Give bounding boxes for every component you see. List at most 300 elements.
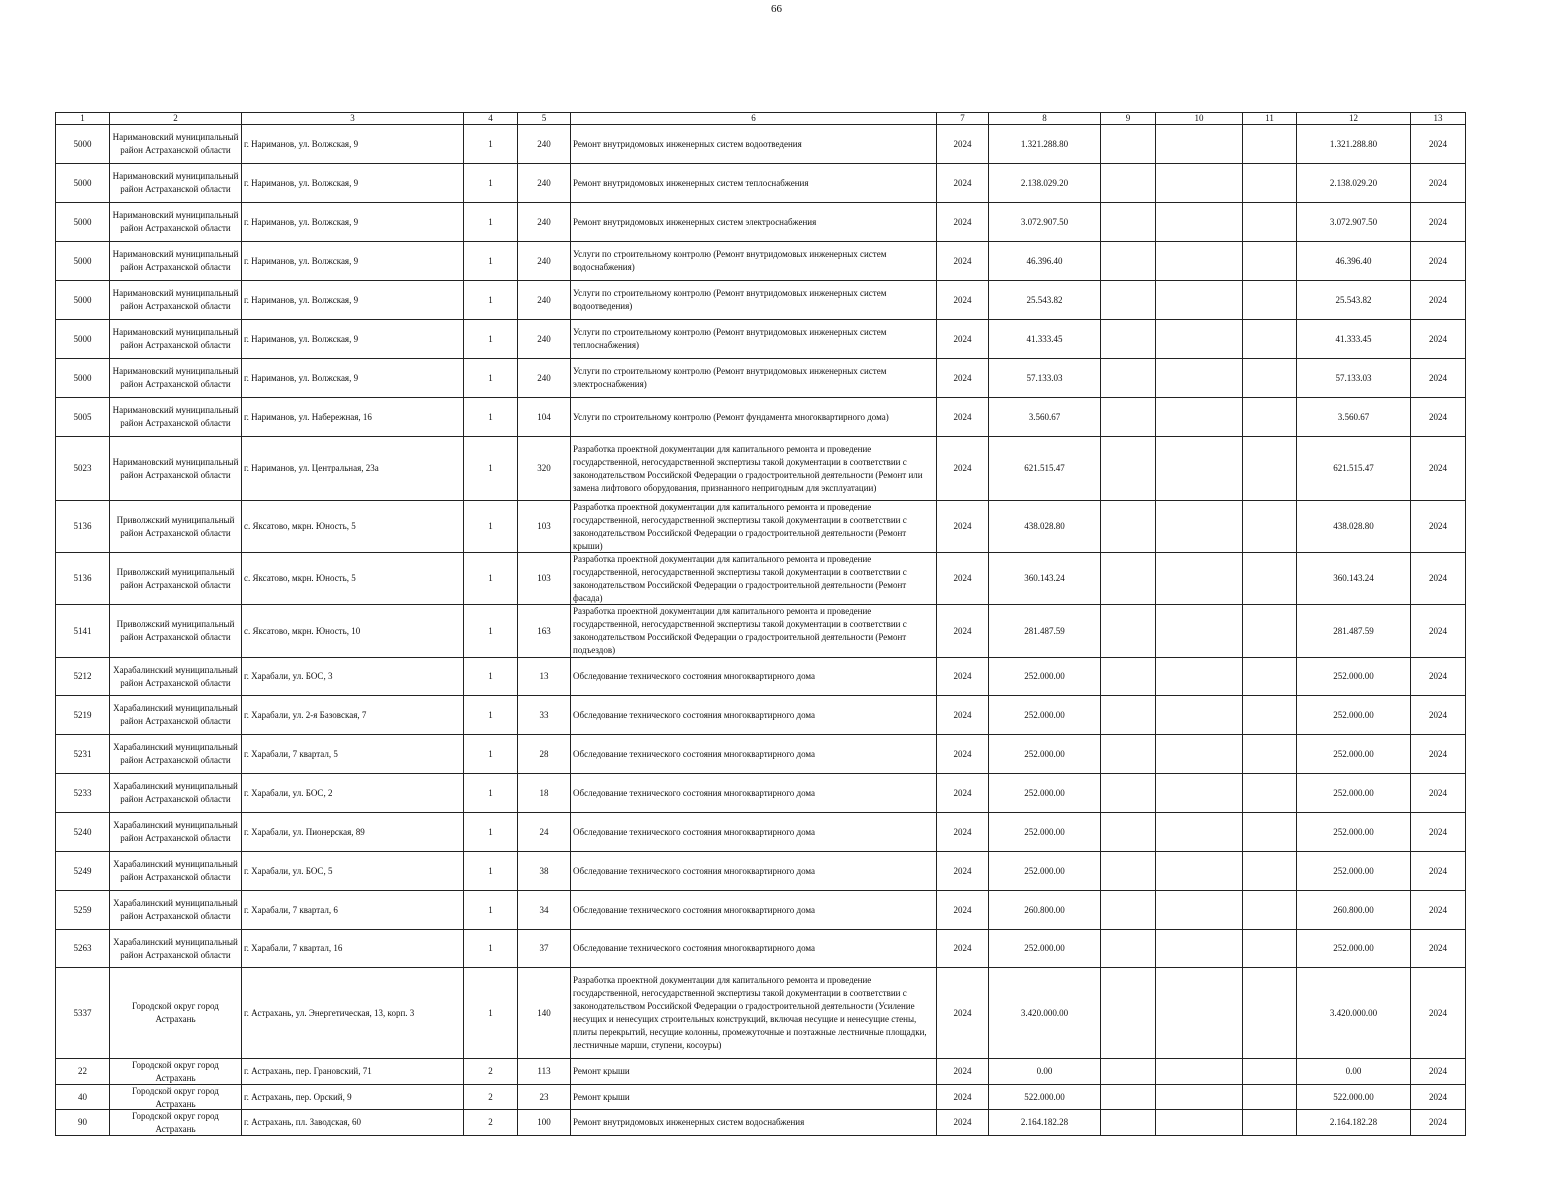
work-type: Обследование технического состояния многоквартирного дома (573, 671, 816, 681)
completion-year: 2024 (1429, 138, 1447, 149)
house-number-cell (518, 891, 571, 930)
year: 2024 (953, 1007, 972, 1018)
completion-year-cell (1411, 1085, 1466, 1110)
municipality-cell (110, 696, 242, 735)
work-type-cell (571, 359, 937, 398)
year: 2024 (953, 1117, 972, 1127)
amount: 41.333.45 (1026, 333, 1063, 344)
municipality: Наримановский муниципальный район Астраханской области (112, 249, 239, 272)
address-cell (242, 359, 464, 398)
table-body (56, 113, 1466, 1136)
address-cell (242, 891, 464, 930)
col-11-cell (1243, 891, 1297, 930)
year-cell (937, 242, 989, 281)
address: г. Нариманов, ул. Волжская, 9 (244, 294, 359, 305)
completion-year: 2024 (1429, 671, 1447, 681)
completion-year-cell (1411, 852, 1466, 891)
row-id: 22 (78, 1066, 87, 1076)
municipality: Наримановский муниципальный район Астраханской области (112, 171, 239, 194)
row-id-cell (56, 203, 110, 242)
group-cell (464, 398, 518, 437)
col-11-cell (1243, 203, 1297, 242)
col-9-cell (1101, 553, 1156, 605)
municipality: Приволжский муниципальный район Астраханской области (116, 566, 235, 590)
row-id-cell (56, 281, 110, 320)
row-id-cell (56, 359, 110, 398)
house-number: 240 (537, 177, 551, 188)
address: г. Харабали, ул. Пионерская, 89 (244, 826, 365, 837)
municipality: Городской округ город Астрахань (132, 1060, 219, 1083)
column-header: 7 (937, 113, 989, 125)
column-header: 5 (518, 113, 571, 125)
house-number: 13 (539, 671, 549, 681)
group: 2 (488, 1117, 493, 1127)
amount: 0.00 (1036, 1066, 1053, 1076)
table-row (56, 164, 1466, 203)
row-id: 5219 (73, 709, 92, 720)
year-cell (937, 203, 989, 242)
total-amount-cell (1297, 242, 1411, 281)
capital-repair-table (55, 112, 1466, 1136)
total-amount-cell (1297, 398, 1411, 437)
house-number: 24 (539, 826, 549, 837)
address: г. Нариманов, ул. Волжская, 9 (244, 372, 359, 383)
year-cell (937, 1059, 989, 1085)
column-header: 8 (989, 113, 1101, 125)
col-10-cell (1156, 852, 1243, 891)
completion-year: 2024 (1429, 521, 1447, 531)
total-amount: 252.000.00 (1333, 865, 1374, 876)
completion-year: 2024 (1429, 1007, 1447, 1018)
house-number: 103 (537, 573, 551, 583)
row-id: 5000 (73, 333, 92, 344)
work-type-cell (571, 735, 937, 774)
row-id-cell (56, 437, 110, 501)
work-type-cell (571, 968, 937, 1059)
municipality-cell (110, 203, 242, 242)
group: 1 (488, 372, 493, 383)
total-amount: 252.000.00 (1333, 671, 1374, 681)
group-cell (464, 203, 518, 242)
row-id-cell (56, 968, 110, 1059)
completion-year-cell (1411, 968, 1466, 1059)
total-amount-cell (1297, 281, 1411, 320)
address-cell (242, 320, 464, 359)
year: 2024 (953, 1091, 972, 1102)
work-type: Разработка проектной документации для капитального ремонта и проведение государственной, негосударственной экспертизы такой документации в соответствии с законодательством Российской Федерации о градостроительной деятельности (Ремонт или замена лифтового оборудования, признанного непригодным для эксплуатации) (573, 443, 923, 493)
house-number: 103 (537, 521, 551, 531)
address-cell (242, 774, 464, 813)
col-9-cell (1101, 852, 1156, 891)
year: 2024 (953, 294, 972, 305)
house-number: 33 (539, 709, 549, 720)
municipality-cell (110, 501, 242, 553)
total-amount: 1.321.288.80 (1329, 138, 1378, 149)
year: 2024 (953, 671, 972, 681)
house-number-cell (518, 553, 571, 605)
municipality-cell (110, 1110, 242, 1136)
table-row (56, 242, 1466, 281)
group: 1 (488, 294, 493, 305)
table-row (56, 359, 1466, 398)
row-id-cell (56, 1085, 110, 1110)
year: 2024 (953, 1066, 972, 1076)
col-10-cell (1156, 1059, 1243, 1085)
col-10-cell (1156, 125, 1243, 164)
col-10-cell (1156, 968, 1243, 1059)
year-cell (937, 605, 989, 658)
year: 2024 (953, 138, 972, 149)
house-number-cell (518, 774, 571, 813)
year-cell (937, 398, 989, 437)
table-row (56, 813, 1466, 852)
amount: 438.028.80 (1024, 521, 1065, 531)
amount: 252.000.00 (1024, 787, 1065, 798)
col-11-cell (1243, 696, 1297, 735)
house-number: 163 (537, 625, 551, 636)
col-11-cell (1243, 501, 1297, 553)
col-9-cell (1101, 658, 1156, 696)
work-type-cell (571, 891, 937, 930)
total-amount: 252.000.00 (1333, 943, 1374, 953)
house-number: 140 (537, 1007, 551, 1018)
completion-year: 2024 (1429, 748, 1447, 759)
address: с. Яксатово, мкрн. Юность, 5 (244, 573, 356, 583)
row-id: 5259 (73, 904, 92, 915)
col-10-cell (1156, 1110, 1243, 1136)
work-type: Разработка проектной документации для капитального ремонта и проведение государственной, негосударственной экспертизы такой документации в соответствии с законодательством Российской Федерации о градостроительной деятельности (Ремонт подъездов) (573, 606, 907, 655)
address: г. Астрахань, ул. Энергетическая, 13, корп. 3 (244, 1007, 415, 1018)
address-cell (242, 203, 464, 242)
table-row (56, 281, 1466, 320)
group: 1 (488, 748, 493, 759)
col-10-cell (1156, 164, 1243, 203)
group-cell (464, 735, 518, 774)
group-cell (464, 437, 518, 501)
year-cell (937, 891, 989, 930)
row-id: 5000 (73, 177, 92, 188)
amount-cell (989, 242, 1101, 281)
work-type-cell (571, 281, 937, 320)
col-9-cell (1101, 1059, 1156, 1085)
municipality-cell (110, 359, 242, 398)
total-amount-cell (1297, 164, 1411, 203)
year: 2024 (953, 372, 972, 383)
municipality-cell (110, 164, 242, 203)
group-cell (464, 1059, 518, 1085)
col-11-cell (1243, 1059, 1297, 1085)
col-10-cell (1156, 242, 1243, 281)
col-9-cell (1101, 437, 1156, 501)
row-id: 5136 (73, 573, 92, 583)
column-header: 11 (1243, 113, 1297, 125)
col-9-cell (1101, 125, 1156, 164)
municipality-cell (110, 774, 242, 813)
municipality: Приволжский муниципальный район Астраханской области (116, 619, 235, 642)
completion-year: 2024 (1429, 1091, 1447, 1102)
municipality: Харабалинский муниципальный район Астраханской области (113, 898, 238, 921)
year: 2024 (953, 521, 972, 531)
year-cell (937, 437, 989, 501)
group: 1 (488, 463, 493, 473)
house-number-cell (518, 1085, 571, 1110)
work-type: Ремонт внутридомовых инженерных систем электроснабжения (573, 216, 817, 227)
total-amount: 2.164.182.28 (1329, 1117, 1378, 1127)
municipality: Городской округ город Астрахань (132, 1001, 219, 1024)
house-number-cell (518, 1059, 571, 1085)
municipality-cell (110, 1059, 242, 1085)
amount-cell (989, 553, 1101, 605)
completion-year-cell (1411, 501, 1466, 553)
col-9-cell (1101, 501, 1156, 553)
completion-year: 2024 (1429, 177, 1447, 188)
address: г. Астрахань, пер. Орский, 9 (244, 1091, 352, 1102)
completion-year: 2024 (1429, 294, 1447, 305)
group-cell (464, 320, 518, 359)
group-cell (464, 553, 518, 605)
total-amount-cell (1297, 891, 1411, 930)
amount: 252.000.00 (1024, 671, 1065, 681)
amount: 2.164.182.28 (1020, 1117, 1069, 1127)
work-type: Обследование технического состояния многоквартирного дома (573, 904, 816, 915)
column-header: 4 (464, 113, 518, 125)
row-id-cell (56, 320, 110, 359)
row-id-cell (56, 501, 110, 553)
table-row (56, 735, 1466, 774)
col-11-cell (1243, 658, 1297, 696)
group: 1 (488, 671, 493, 681)
work-type-cell (571, 1059, 937, 1085)
address-cell (242, 1059, 464, 1085)
total-amount-cell (1297, 553, 1411, 605)
address: г. Нариманов, ул. Набережная, 16 (244, 411, 372, 422)
completion-year-cell (1411, 605, 1466, 658)
amount-cell (989, 1085, 1101, 1110)
address: г. Нариманов, ул. Волжская, 9 (244, 333, 359, 344)
col-10-cell (1156, 658, 1243, 696)
year-cell (937, 359, 989, 398)
col-9-cell (1101, 359, 1156, 398)
work-type-cell (571, 125, 937, 164)
group-cell (464, 242, 518, 281)
address-cell (242, 501, 464, 553)
row-id: 5000 (73, 216, 92, 227)
year: 2024 (953, 709, 972, 720)
table-row (56, 203, 1466, 242)
col-11-cell (1243, 320, 1297, 359)
total-amount-cell (1297, 1085, 1411, 1110)
address-cell (242, 968, 464, 1059)
municipality: Наримановский муниципальный район Астраханской области (112, 288, 239, 311)
year: 2024 (953, 826, 972, 837)
total-amount: 0.00 (1345, 1066, 1362, 1076)
total-amount-cell (1297, 437, 1411, 501)
municipality-cell (110, 930, 242, 968)
group-cell (464, 164, 518, 203)
table-row (56, 930, 1466, 968)
group: 1 (488, 177, 493, 188)
group: 1 (488, 943, 493, 953)
row-id: 40 (78, 1091, 87, 1102)
completion-year-cell (1411, 437, 1466, 501)
work-type: Услуги по строительному контролю (Ремонт внутридомовых инженерных систем электроснабжения) (573, 366, 887, 389)
col-11-cell (1243, 242, 1297, 281)
work-type: Услуги по строительному контролю (Ремонт внутридомовых инженерных систем теплоснабжения) (573, 327, 887, 350)
address-cell (242, 242, 464, 281)
group: 1 (488, 904, 493, 915)
col-10-cell (1156, 203, 1243, 242)
group: 1 (488, 411, 493, 422)
completion-year-cell (1411, 359, 1466, 398)
row-id: 5000 (73, 294, 92, 305)
completion-year-cell (1411, 320, 1466, 359)
municipality: Харабалинский муниципальный район Астраханской области (113, 664, 238, 688)
col-11-cell (1243, 281, 1297, 320)
amount-cell (989, 398, 1101, 437)
col-10-cell (1156, 437, 1243, 501)
work-type: Ремонт крыши (573, 1091, 630, 1102)
amount: 3.560.67 (1028, 411, 1061, 422)
row-id: 90 (78, 1117, 87, 1127)
col-10-cell (1156, 930, 1243, 968)
address: г. Харабали, ул. 2-я Базовская, 7 (244, 709, 367, 720)
row-id-cell (56, 891, 110, 930)
amount-cell (989, 605, 1101, 658)
work-type: Ремонт внутридомовых инженерных систем теплоснабжения (573, 177, 809, 188)
house-number: 34 (539, 904, 549, 915)
group-cell (464, 891, 518, 930)
address-cell (242, 437, 464, 501)
amount-cell (989, 658, 1101, 696)
total-amount: 522.000.00 (1333, 1091, 1374, 1102)
total-amount-cell (1297, 359, 1411, 398)
year-cell (937, 164, 989, 203)
amount-cell (989, 735, 1101, 774)
total-amount-cell (1297, 203, 1411, 242)
work-type-cell (571, 605, 937, 658)
table-row (56, 658, 1466, 696)
group-cell (464, 658, 518, 696)
amount-cell (989, 125, 1101, 164)
municipality: Наримановский муниципальный район Астраханской области (112, 405, 239, 428)
col-11-cell (1243, 1110, 1297, 1136)
amount: 57.133.03 (1026, 372, 1063, 383)
table-row (56, 852, 1466, 891)
year: 2024 (953, 625, 972, 636)
completion-year: 2024 (1429, 1117, 1447, 1127)
col-9-cell (1101, 320, 1156, 359)
work-type: Обследование технического состояния многоквартирного дома (573, 943, 816, 953)
address: г. Нариманов, ул. Волжская, 9 (244, 138, 359, 149)
row-id: 5000 (73, 138, 92, 149)
address-cell (242, 125, 464, 164)
house-number-cell (518, 605, 571, 658)
row-id-cell (56, 164, 110, 203)
row-id-cell (56, 605, 110, 658)
table-row (56, 501, 1466, 553)
house-number: 240 (537, 333, 551, 344)
house-number-cell (518, 320, 571, 359)
col-11-cell (1243, 359, 1297, 398)
house-number-cell (518, 125, 571, 164)
total-amount-cell (1297, 696, 1411, 735)
group-cell (464, 605, 518, 658)
house-number-cell (518, 242, 571, 281)
completion-year: 2024 (1429, 1066, 1447, 1076)
total-amount-cell (1297, 125, 1411, 164)
address-cell (242, 398, 464, 437)
completion-year-cell (1411, 242, 1466, 281)
completion-year-cell (1411, 164, 1466, 203)
total-amount-cell (1297, 658, 1411, 696)
group-cell (464, 1085, 518, 1110)
municipality-cell (110, 852, 242, 891)
address: г. Нариманов, ул. Центральная, 23а (244, 463, 379, 473)
row-id: 5005 (73, 411, 92, 422)
house-number-cell (518, 735, 571, 774)
col-9-cell (1101, 891, 1156, 930)
completion-year-cell (1411, 891, 1466, 930)
house-number: 28 (539, 748, 549, 759)
col-9-cell (1101, 203, 1156, 242)
work-type-cell (571, 242, 937, 281)
row-id: 5337 (73, 1007, 92, 1018)
house-number: 240 (537, 294, 551, 305)
municipality: Городской округ город Астрахань (132, 1111, 219, 1134)
completion-year: 2024 (1429, 463, 1447, 473)
year: 2024 (953, 333, 972, 344)
completion-year: 2024 (1429, 411, 1447, 422)
year-cell (937, 1085, 989, 1110)
group-cell (464, 359, 518, 398)
municipality-cell (110, 320, 242, 359)
col-10-cell (1156, 320, 1243, 359)
amount: 2.138.029.20 (1020, 177, 1069, 188)
table-row (56, 320, 1466, 359)
work-type: Обследование технического состояния многоквартирного дома (573, 787, 816, 798)
row-id-cell (56, 696, 110, 735)
column-header: 2 (110, 113, 242, 125)
work-type-cell (571, 852, 937, 891)
completion-year: 2024 (1429, 787, 1447, 798)
municipality: Наримановский муниципальный район Астраханской области (112, 366, 239, 389)
amount-cell (989, 320, 1101, 359)
group-cell (464, 1110, 518, 1136)
work-type-cell (571, 320, 937, 359)
work-type-cell (571, 437, 937, 501)
completion-year: 2024 (1429, 333, 1447, 344)
table-row (56, 125, 1466, 164)
work-type-cell (571, 696, 937, 735)
year-cell (937, 658, 989, 696)
amount-cell (989, 281, 1101, 320)
col-10-cell (1156, 891, 1243, 930)
address-cell (242, 696, 464, 735)
amount: 260.800.00 (1024, 904, 1065, 915)
column-header: 9 (1101, 113, 1156, 125)
completion-year: 2024 (1429, 904, 1447, 915)
house-number: 240 (537, 138, 551, 149)
amount: 252.000.00 (1024, 826, 1065, 837)
work-type-cell (571, 774, 937, 813)
amount-cell (989, 813, 1101, 852)
row-id-cell (56, 125, 110, 164)
amount-cell (989, 501, 1101, 553)
col-11-cell (1243, 125, 1297, 164)
municipality: Харабалинский муниципальный район Астраханской области (113, 936, 238, 960)
house-number-cell (518, 164, 571, 203)
col-10-cell (1156, 501, 1243, 553)
